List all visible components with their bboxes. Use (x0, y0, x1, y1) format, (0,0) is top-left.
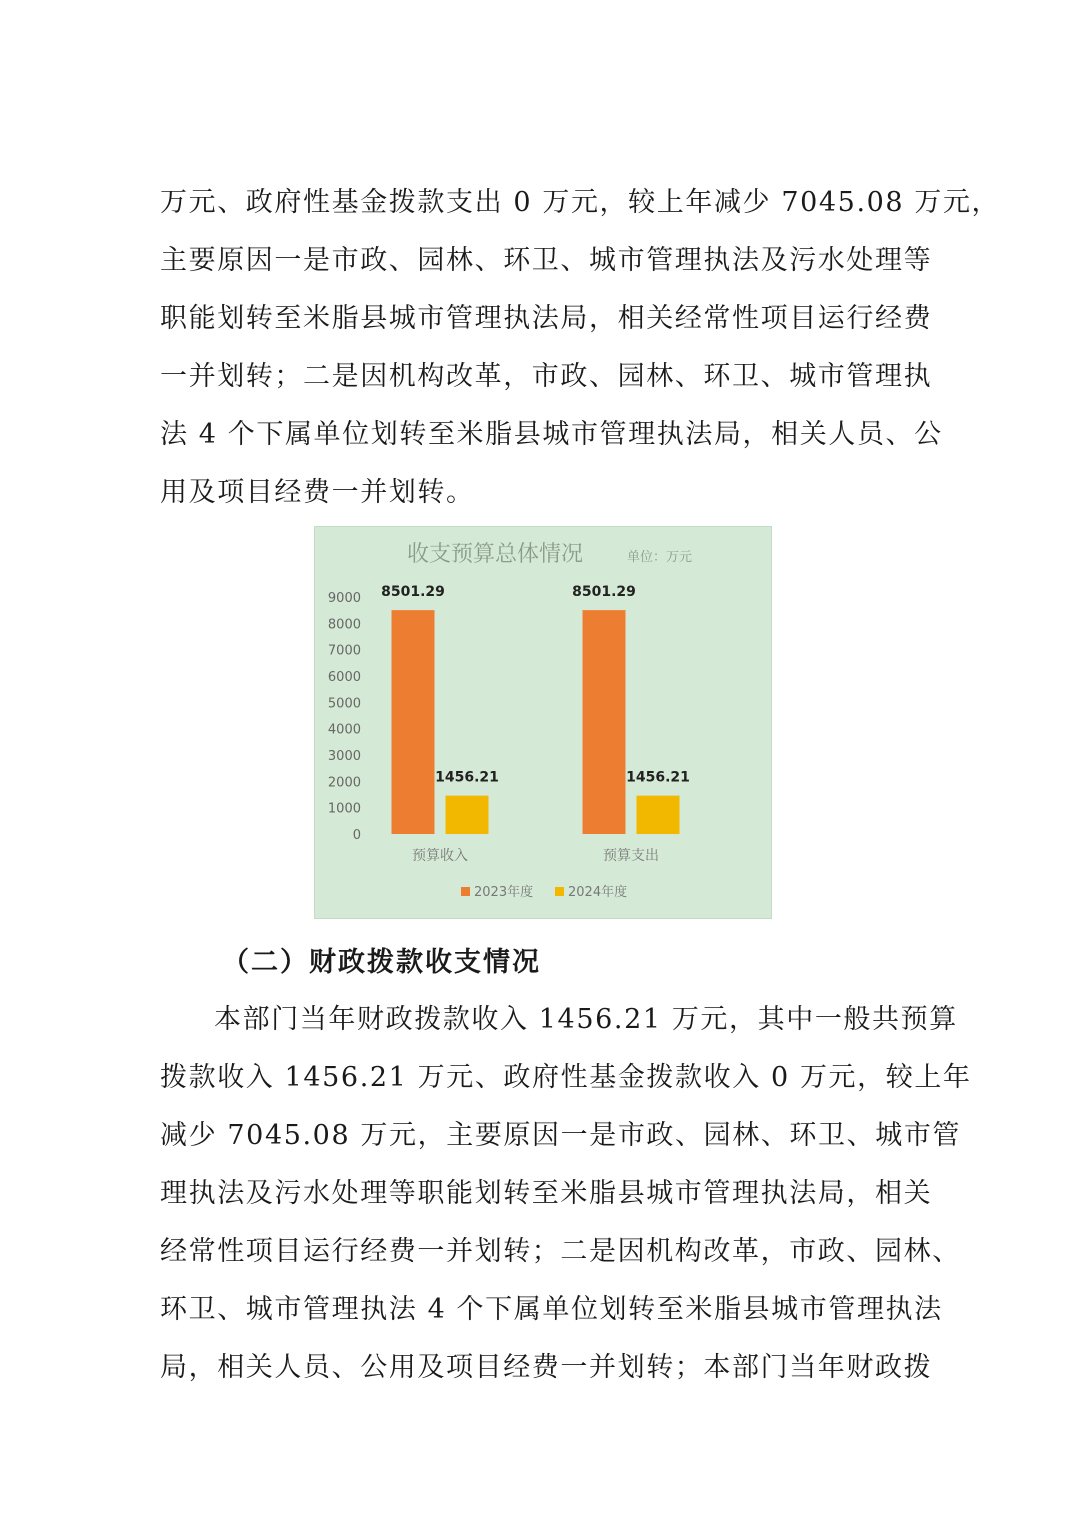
legend-label: 2023年度 (474, 885, 534, 900)
paragraph-line: 法 4 个下属单位划转至米脂县城市管理执法局，相关人员、公 (160, 419, 943, 450)
x-axis (412, 847, 659, 864)
paragraph-budget-expenditure (160, 174, 1001, 522)
chart-unit-label: 单位：万元 (627, 550, 693, 565)
y-tick-label: 8000 (327, 617, 361, 633)
paragraph-line: 用及项目经费一并划转。 (160, 477, 475, 508)
paragraph-line: 万元、政府性基金拨款支出 0 万元，较上年减少 7045.08 万元， (160, 187, 1001, 218)
y-tick-label: 9000 (327, 591, 361, 606)
y-tick-label: 0 (352, 828, 361, 843)
bar-2024年度 (637, 796, 680, 834)
bar-series (392, 610, 680, 834)
y-tick-label: 7000 (327, 643, 361, 659)
paragraph-line: 本部门当年财政拨款收入 1456.21 万元，其中一般共预算 (214, 1004, 958, 1035)
y-tick-label: 6000 (327, 670, 361, 685)
paragraph-line: 经常性项目运行经费一并划转；二是因机构改革，市政、园林、 (160, 1236, 961, 1267)
bar-data-label: 8501.29 (572, 584, 636, 601)
legend-swatch (461, 887, 470, 896)
bar-data-label: 8501.29 (381, 584, 445, 601)
bar-data-label: 1456.21 (626, 769, 690, 786)
y-tick-label: 4000 (327, 722, 361, 738)
legend-label: 2024年度 (568, 885, 628, 900)
x-category-label: 预算支出 (603, 848, 659, 864)
paragraph-line: 职能划转至米脂县城市管理执法局，相关经常性项目运行经费 (160, 303, 933, 334)
paragraph-line: 环卫、城市管理执法 4 个下属单位划转至米脂县城市管理执法 (160, 1294, 943, 1325)
bar-2023年度 (392, 610, 435, 834)
bar-2023年度 (583, 610, 626, 834)
paragraph-fiscal-appropriation (160, 991, 972, 1397)
paragraph-line: 一并划转；二是因机构改革，市政、园林、环卫、城市管理执 (160, 361, 933, 392)
chart-canvas (315, 527, 773, 920)
legend-swatch (555, 887, 564, 896)
paragraph-line: 减少 7045.08 万元，主要原因一是市政、园林、环卫、城市管 (160, 1120, 962, 1151)
paragraph-line: 拨款收入 1456.21 万元、政府性基金拨款收入 0 万元，较上年 (160, 1062, 972, 1093)
bar-data-label: 1456.21 (435, 769, 499, 786)
section-heading: （二）财政拨款收支情况 (222, 947, 541, 978)
paragraph-line: 主要原因一是市政、园林、环卫、城市管理执法及污水处理等 (160, 245, 933, 276)
chart-legend (461, 884, 627, 900)
chart-title: 收支预算总体情况 (407, 542, 584, 567)
paragraph-line: 理执法及污水处理等职能划转至米脂县城市管理执法局，相关 (160, 1178, 933, 1209)
x-category-label: 预算收入 (412, 848, 468, 864)
y-tick-label: 5000 (327, 696, 361, 712)
bar-2024年度 (446, 796, 489, 834)
y-axis (328, 591, 361, 843)
budget-overview-chart (314, 526, 772, 919)
y-tick-label: 2000 (327, 775, 361, 791)
paragraph-line: 局，相关人员、公用及项目经费一并划转；本部门当年财政拨 (160, 1352, 933, 1383)
y-tick-label: 3000 (327, 749, 361, 764)
y-tick-label: 1000 (327, 801, 361, 817)
